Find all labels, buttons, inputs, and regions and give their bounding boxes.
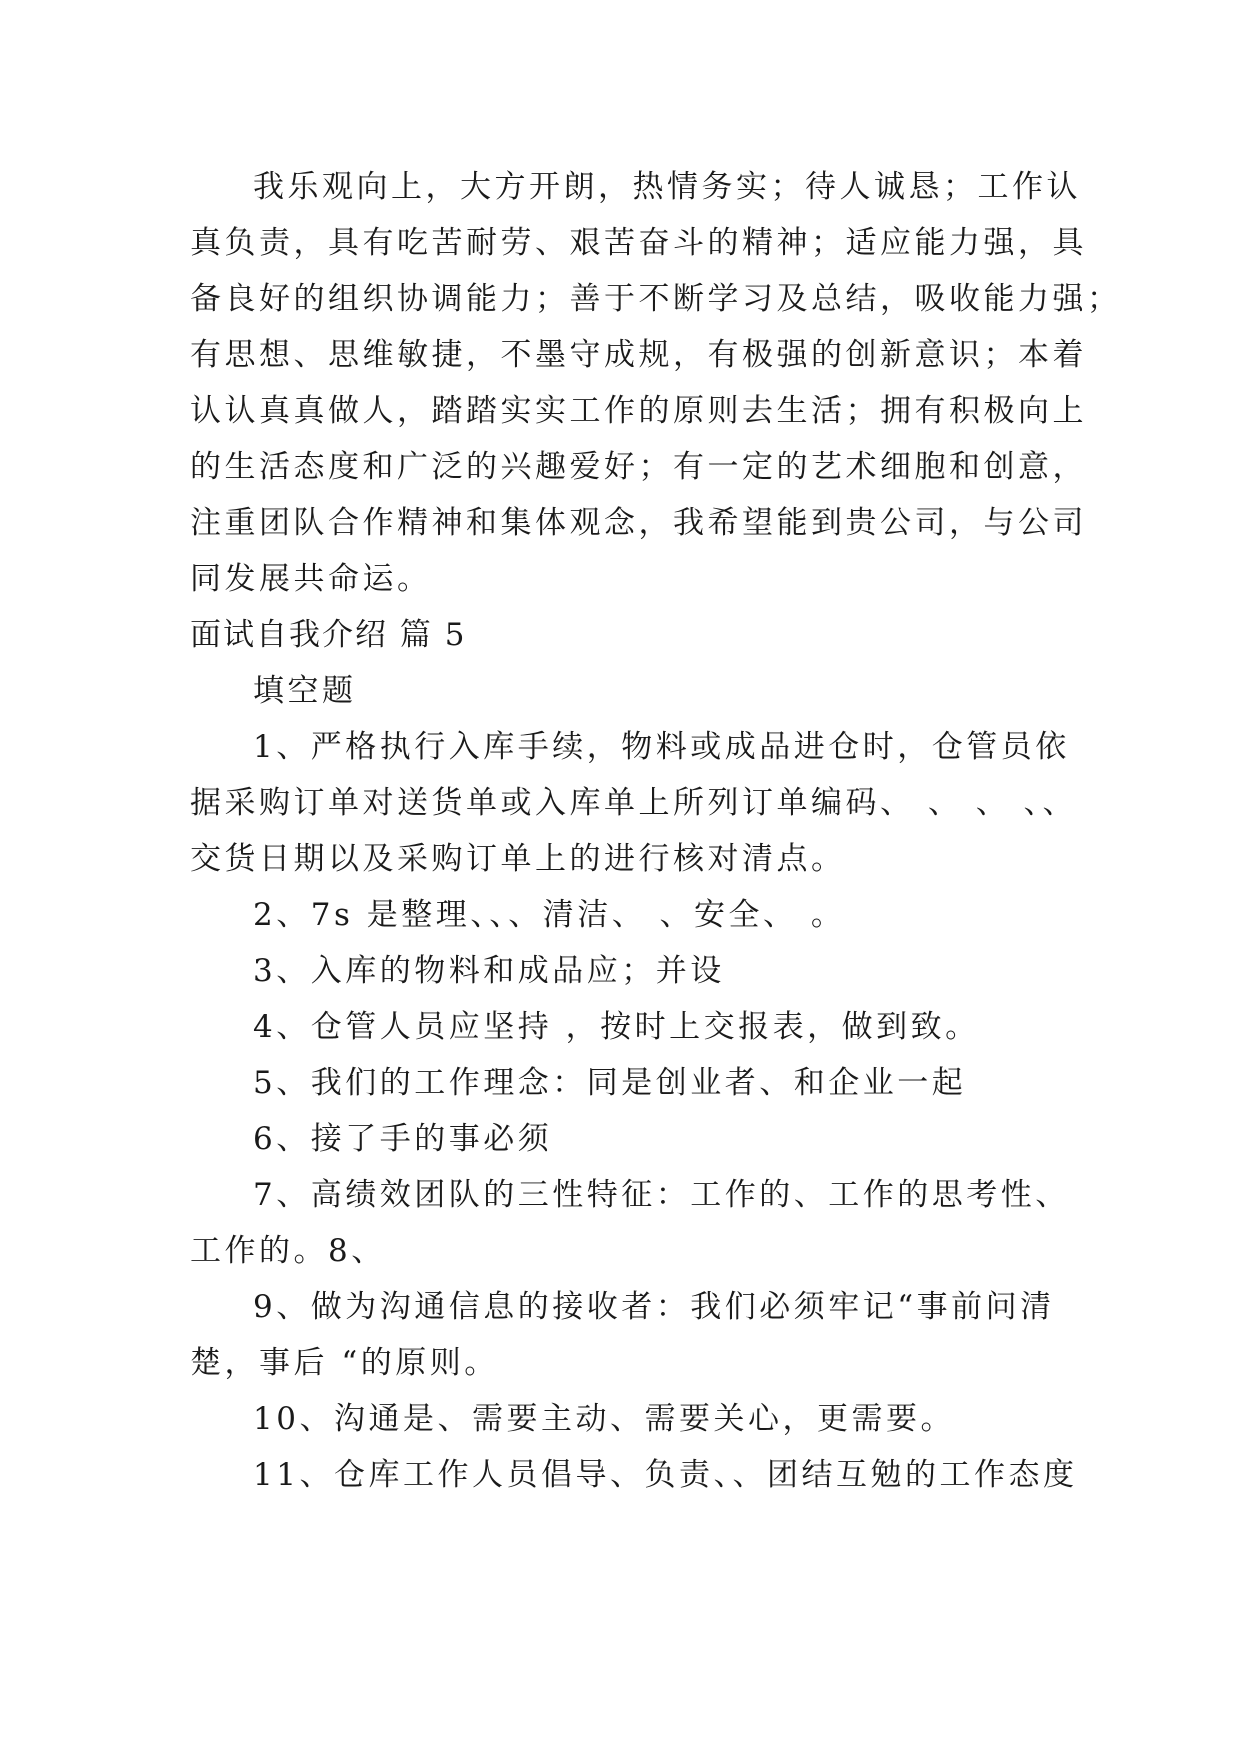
paragraph-line: 有思想、思维敏捷，不墨守成规，有极强的创新意识；本着 (190, 337, 1087, 373)
question-line: 3、入库的物料和成品应；并设 (253, 953, 725, 989)
paragraph-line: 认认真真做人，踏踏实实工作的原则去生活；拥有积极向上 (190, 393, 1087, 429)
paragraph-line: 注重团队合作精神和集体观念，我希望能到贵公司，与公司 (190, 505, 1087, 541)
question-line: 2、7s 是整理、、、清洁、 、安全、 。 (253, 897, 846, 933)
question-line: 交货日期以及采购订单上的进行核对清点。 (190, 841, 846, 877)
paragraph-line: 真负责，具有吃苦耐劳、艰苦奋斗的精神；适应能力强，具 (190, 225, 1087, 261)
question-line: 1、严格执行入库手续，物料或成品进仓时，仓管员依 (253, 729, 1070, 765)
question-line: 4、仓管人员应坚持 ，按时上交报表，做到致。 (253, 1009, 980, 1045)
question-line: 5、我们的工作理念：同是创业者、和企业一起 (253, 1065, 967, 1101)
paragraph-line: 的生活态度和广泛的兴趣爱好；有一定的艺术细胞和创意， (190, 449, 1087, 485)
question-line: 工作的。8、 (190, 1233, 386, 1269)
question-line: 6、接了手的事必须 (253, 1121, 553, 1157)
question-line: 9、做为沟通信息的接收者：我们必须牢记“事前问清 (253, 1289, 1055, 1325)
question-line: 楚，事后 “的原则。 (190, 1345, 499, 1381)
paragraph-line: 同发展共命运。 (190, 561, 432, 597)
question-line: 7、高绩效团队的三性特征：工作的、工作的思考性、 (253, 1177, 1070, 1213)
section-heading: 面试自我介绍 篇 5 (190, 617, 467, 653)
question-line: 据采购订单对送货单或入库单上所列订单编码、 、 、 、、 (190, 785, 1078, 821)
paragraph-line: 我乐观向上，大方开朗，热情务实；待人诚恳；工作认 (253, 169, 1081, 205)
paragraph-line: 备良好的组织协调能力；善于不断学习及总结，吸收能力强； (190, 281, 1122, 317)
question-line: 11、仓库工作人员倡导、负责、、团结互勉的工作态度 (253, 1457, 1078, 1493)
subsection-title: 填空题 (253, 673, 357, 709)
question-line: 10、沟通是、需要主动、需要关心，更需要。 (253, 1401, 955, 1437)
